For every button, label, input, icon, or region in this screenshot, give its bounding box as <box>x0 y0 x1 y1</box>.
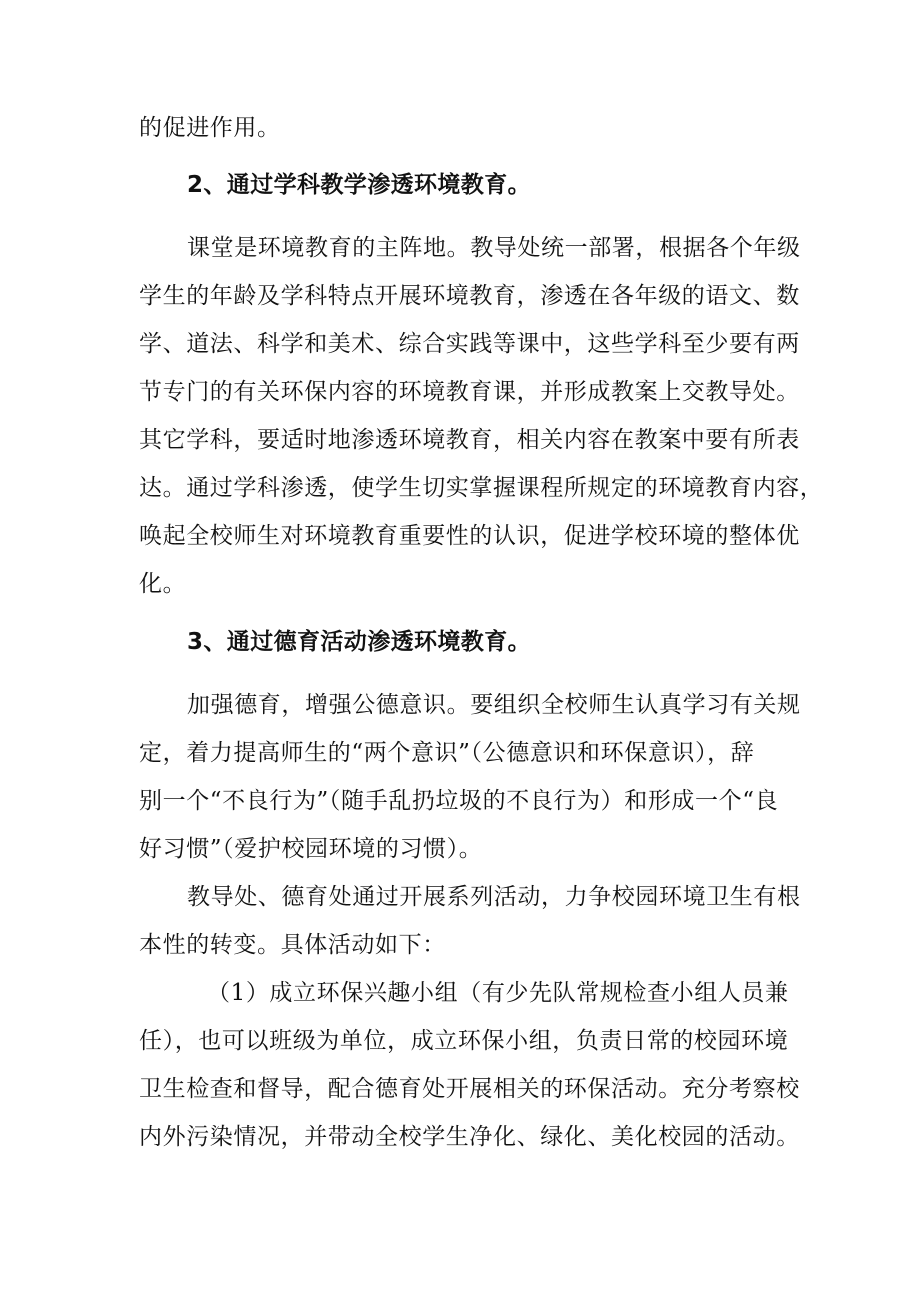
paragraph-line: 好习惯”（爱护校园环境的习惯）。 <box>139 836 483 862</box>
paragraph-line: 别一个“不良行为”（随手乱扔垃圾的不良行为）和形成一个“良 <box>139 788 779 814</box>
list-item-line: （1）成立环保兴趣小组（有少先队常规检查小组人员兼 <box>207 980 789 1006</box>
paragraph-line: 学生的年龄及学科特点开展环境教育，渗透在各年级的语文、数 <box>139 283 800 309</box>
paragraph-line: 本性的转变。具体活动如下： <box>139 932 446 958</box>
list-item-line: 内外污染情况，并带动全校学生净化、绿化、美化校园的活动。 <box>139 1124 800 1150</box>
paragraph-line: 定，着力提高师生的“两个意识”（公德意识和环保意识），辞 <box>139 740 755 766</box>
paragraph-line: 达。通过学科渗透，使学生切实掌握课程所规定的环境教育内容， <box>139 475 824 501</box>
paragraph-line: 唤起全校师生对环境教育重要性的认识，促进学校环境的整体优 <box>139 523 800 549</box>
paragraph-line: 节专门的有关环保内容的环境教育课，并形成教案上交教导处。 <box>139 379 800 405</box>
paragraph-line: 其它学科，要适时地渗透环境教育，相关内容在教案中要有所表 <box>139 427 800 453</box>
list-item-line: 任），也可以班级为单位，成立环保小组，负责日常的校园环境 <box>139 1028 789 1054</box>
section-heading: 3、通过德育活动渗透环境教育。 <box>187 629 532 655</box>
paragraph-line: 的促进作用。 <box>139 115 281 141</box>
list-item-line: 卫生检查和督导，配合德育处开展相关的环保活动。充分考察校 <box>139 1076 800 1102</box>
paragraph-line: 学、道法、科学和美术、综合实践等课中，这些学科至少要有两 <box>139 331 800 357</box>
paragraph-line: 加强德育，增强公德意识。要组织全校师生认真学习有关规 <box>187 692 801 718</box>
section-heading: 2、通过学科教学渗透环境教育。 <box>187 172 532 198</box>
paragraph-line: 化。 <box>139 571 187 597</box>
paragraph-line: 教导处、德育处通过开展系列活动，力争校园环境卫生有根 <box>187 884 801 910</box>
paragraph-line: 课堂是环境教育的主阵地。教导处统一部署，根据各个年级 <box>187 235 801 261</box>
